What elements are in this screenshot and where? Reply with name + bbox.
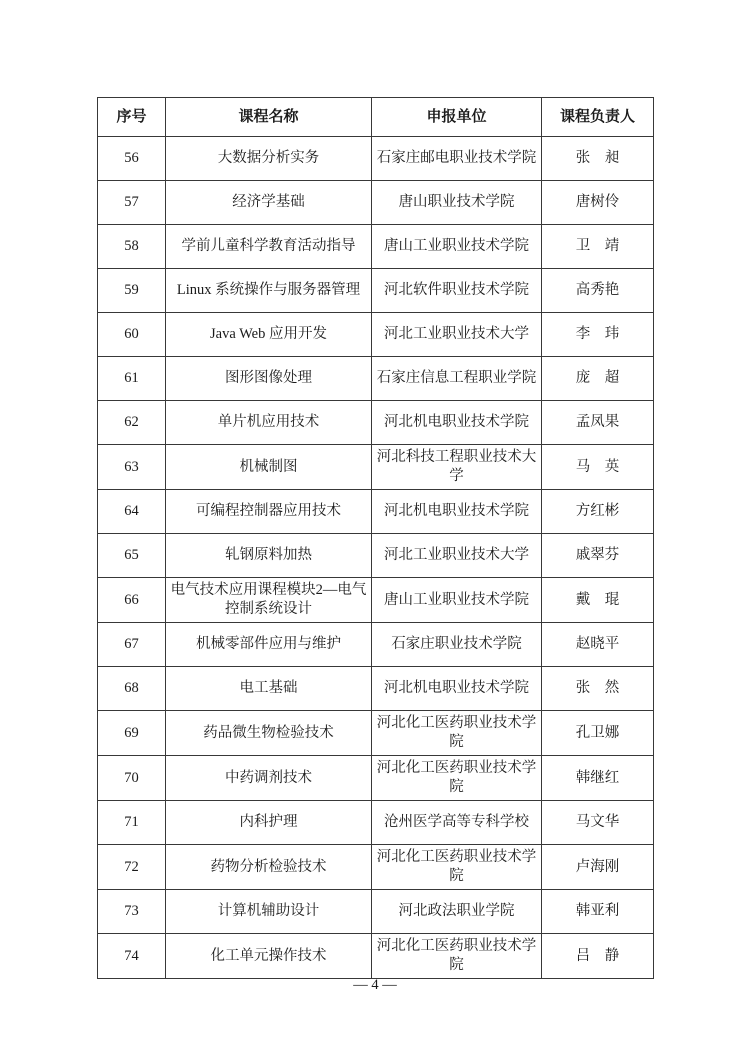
cell-course-leader: 高秀艳 — [542, 269, 654, 313]
table-row — [98, 445, 654, 490]
cell-applying-unit: 河北机电职业技术学院 — [372, 667, 542, 711]
cell-applying-unit: 石家庄职业技术学院 — [372, 623, 542, 667]
table-row — [98, 269, 654, 313]
cell-serial-number: 71 — [98, 801, 166, 845]
cell-course-name: 轧钢原料加热 — [166, 534, 372, 578]
cell-course-leader: 卫 靖 — [542, 225, 654, 269]
cell-applying-unit: 河北科技工程职业技术大学 — [372, 445, 542, 490]
header-cell-no: 序号 — [98, 98, 166, 137]
page-number: — 4 — — [353, 977, 397, 993]
table-body — [98, 137, 654, 979]
cell-applying-unit: 河北化工医药职业技术学院 — [372, 845, 542, 890]
table-row — [98, 225, 654, 269]
cell-applying-unit: 石家庄邮电职业技术学院 — [372, 137, 542, 181]
cell-course-leader: 马 英 — [542, 445, 654, 490]
cell-course-name: 化工单元操作技术 — [166, 934, 372, 979]
table-row — [98, 401, 654, 445]
table-row — [98, 667, 654, 711]
cell-serial-number: 69 — [98, 711, 166, 756]
table-row — [98, 711, 654, 756]
table-row — [98, 313, 654, 357]
cell-applying-unit: 河北机电职业技术学院 — [372, 490, 542, 534]
cell-serial-number: 74 — [98, 934, 166, 979]
table-row — [98, 845, 654, 890]
cell-course-leader: 马文华 — [542, 801, 654, 845]
cell-course-leader: 孔卫娜 — [542, 711, 654, 756]
cell-course-leader: 韩继红 — [542, 756, 654, 801]
table-row — [98, 137, 654, 181]
cell-serial-number: 56 — [98, 137, 166, 181]
table-row — [98, 534, 654, 578]
course-table — [97, 97, 654, 979]
cell-course-name: Java Web 应用开发 — [166, 313, 372, 357]
cell-course-leader: 戴 琨 — [542, 578, 654, 623]
header-cell-course: 课程名称 — [166, 98, 372, 137]
cell-course-name: 电工基础 — [166, 667, 372, 711]
cell-course-name: 机械零部件应用与维护 — [166, 623, 372, 667]
table-row — [98, 181, 654, 225]
table-row — [98, 890, 654, 934]
cell-course-leader: 庞 超 — [542, 357, 654, 401]
cell-course-leader: 戚翠芬 — [542, 534, 654, 578]
table-header-row — [98, 98, 654, 137]
cell-course-name: 单片机应用技术 — [166, 401, 372, 445]
cell-course-name: 学前儿童科学教育活动指导 — [166, 225, 372, 269]
cell-serial-number: 65 — [98, 534, 166, 578]
cell-serial-number: 60 — [98, 313, 166, 357]
cell-course-leader: 唐树伶 — [542, 181, 654, 225]
cell-applying-unit: 河北工业职业技术大学 — [372, 313, 542, 357]
header-cell-unit: 申报单位 — [372, 98, 542, 137]
cell-course-leader: 吕 静 — [542, 934, 654, 979]
cell-serial-number: 66 — [98, 578, 166, 623]
cell-applying-unit: 河北工业职业技术大学 — [372, 534, 542, 578]
cell-course-name: 图形图像处理 — [166, 357, 372, 401]
cell-serial-number: 59 — [98, 269, 166, 313]
cell-course-name: 计算机辅助设计 — [166, 890, 372, 934]
cell-course-name: 内科护理 — [166, 801, 372, 845]
cell-serial-number: 58 — [98, 225, 166, 269]
cell-serial-number: 67 — [98, 623, 166, 667]
table-row — [98, 357, 654, 401]
cell-course-name: 机械制图 — [166, 445, 372, 490]
cell-applying-unit: 石家庄信息工程职业学院 — [372, 357, 542, 401]
cell-applying-unit: 河北化工医药职业技术学院 — [372, 756, 542, 801]
cell-applying-unit: 河北政法职业学院 — [372, 890, 542, 934]
table-row — [98, 801, 654, 845]
cell-course-name: Linux 系统操作与服务器管理 — [166, 269, 372, 313]
cell-applying-unit: 河北化工医药职业技术学院 — [372, 711, 542, 756]
cell-course-name: 经济学基础 — [166, 181, 372, 225]
table-row — [98, 623, 654, 667]
cell-serial-number: 70 — [98, 756, 166, 801]
cell-course-name: 电气技术应用课程模块2—电气控制系统设计 — [166, 578, 372, 623]
table-row — [98, 934, 654, 979]
cell-serial-number: 68 — [98, 667, 166, 711]
header-cell-leader: 课程负责人 — [542, 98, 654, 137]
cell-course-leader: 韩亚利 — [542, 890, 654, 934]
cell-applying-unit: 沧州医学高等专科学校 — [372, 801, 542, 845]
cell-serial-number: 73 — [98, 890, 166, 934]
cell-serial-number: 72 — [98, 845, 166, 890]
cell-applying-unit: 河北机电职业技术学院 — [372, 401, 542, 445]
cell-applying-unit: 唐山工业职业技术学院 — [372, 225, 542, 269]
cell-course-leader: 张 昶 — [542, 137, 654, 181]
table-row — [98, 578, 654, 623]
cell-course-name: 大数据分析实务 — [166, 137, 372, 181]
cell-serial-number: 57 — [98, 181, 166, 225]
table-row — [98, 490, 654, 534]
cell-course-name: 药品微生物检验技术 — [166, 711, 372, 756]
cell-serial-number: 61 — [98, 357, 166, 401]
cell-course-name: 中药调剂技术 — [166, 756, 372, 801]
table-row — [98, 756, 654, 801]
cell-course-name: 可编程控制器应用技术 — [166, 490, 372, 534]
cell-serial-number: 63 — [98, 445, 166, 490]
cell-course-leader: 方红彬 — [542, 490, 654, 534]
cell-course-leader: 李 玮 — [542, 313, 654, 357]
cell-course-leader: 张 然 — [542, 667, 654, 711]
cell-serial-number: 62 — [98, 401, 166, 445]
cell-applying-unit: 唐山职业技术学院 — [372, 181, 542, 225]
cell-serial-number: 64 — [98, 490, 166, 534]
cell-applying-unit: 河北化工医药职业技术学院 — [372, 934, 542, 979]
cell-course-leader: 卢海刚 — [542, 845, 654, 890]
cell-course-leader: 孟凤果 — [542, 401, 654, 445]
cell-course-name: 药物分析检验技术 — [166, 845, 372, 890]
cell-applying-unit: 唐山工业职业技术学院 — [372, 578, 542, 623]
cell-course-leader: 赵晓平 — [542, 623, 654, 667]
cell-applying-unit: 河北软件职业技术学院 — [372, 269, 542, 313]
